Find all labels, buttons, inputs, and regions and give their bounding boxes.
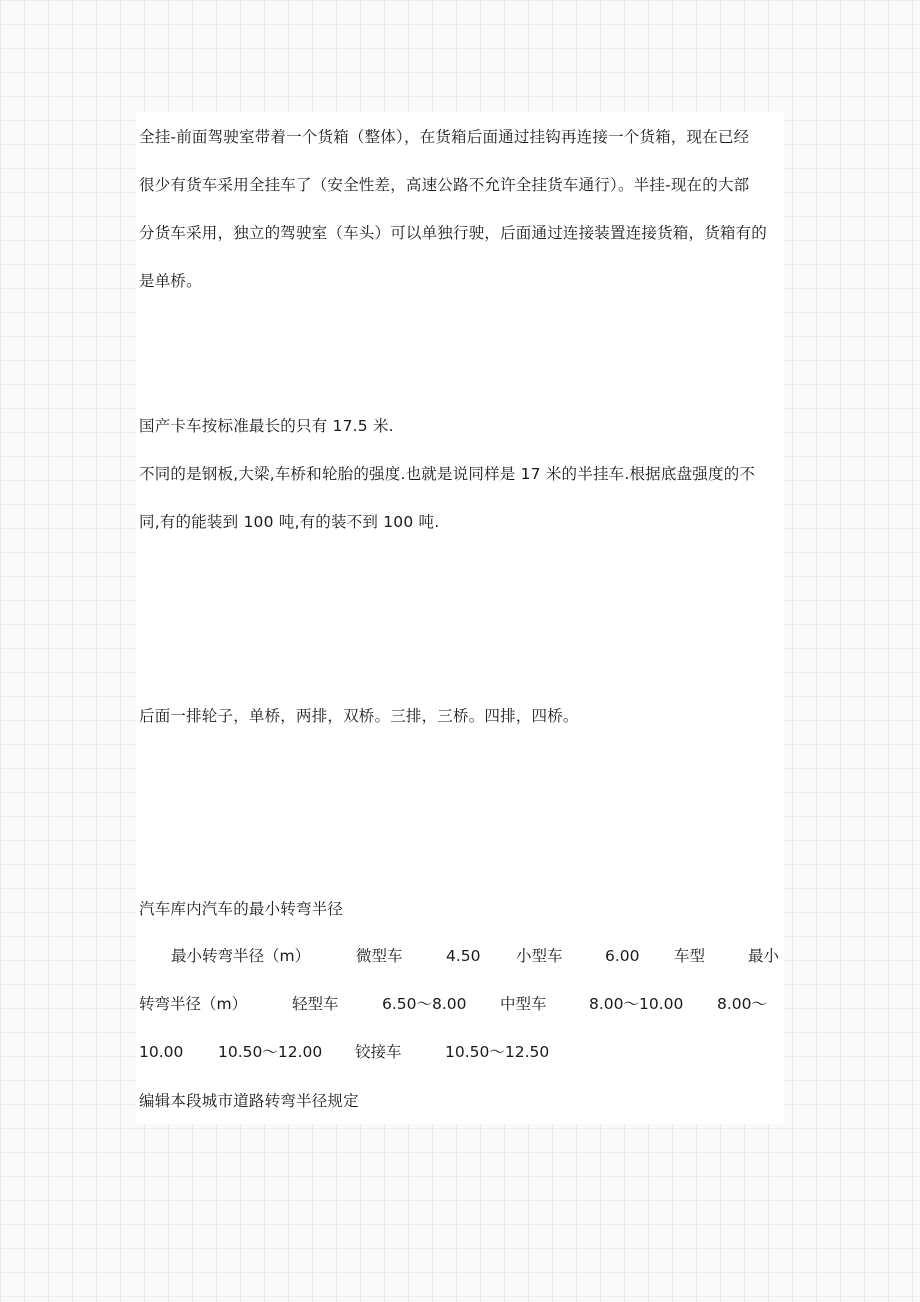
- table-cell: 8.00～10.00: [589, 995, 684, 1013]
- table-cell: 中型车: [500, 995, 547, 1013]
- paragraph-line: 分货车采用，独立的驾驶室（车头）可以单独行驶，后面通过连接装置连接货箱，货箱有的: [139, 224, 768, 242]
- table-cell: 车型: [674, 947, 706, 965]
- paragraph-line: 是单桥。: [139, 272, 202, 290]
- table-cell: 转弯半径（m）: [139, 995, 248, 1013]
- section-heading: 汽车库内汽车的最小转弯半径: [139, 900, 344, 918]
- table-cell: 最小转弯半径（m）: [171, 947, 311, 965]
- table-cell: 8.00～: [717, 995, 768, 1013]
- table-cell: 6.50～8.00: [382, 995, 467, 1013]
- table-cell: 小型车: [516, 947, 563, 965]
- paragraph-text: 国产卡车按标准最长的只有 17.5 米.: [139, 417, 394, 435]
- table-cell: 6.00: [605, 947, 640, 965]
- paragraph-line: 全挂-前面驾驶室带着一个货箱（整体），在货箱后面通过挂钩再连接一个货箱，现在已经: [139, 128, 750, 146]
- paragraph-line: 很少有货车采用全挂车了（安全性差，高速公路不允许全挂货车通行）。半挂-现在的大部: [139, 176, 750, 194]
- paragraph-line: 不同的是钢板,大梁,车桥和轮胎的强度.也就是说同样是 17 米的半挂车.根据底盘强度的不: [139, 465, 756, 483]
- table-cell: 铰接车: [355, 1043, 402, 1061]
- table-cell: 轻型车: [292, 995, 339, 1013]
- table-cell: 4.50: [446, 947, 481, 965]
- document-page: [136, 112, 784, 1124]
- table-cell: 10.50～12.00: [218, 1043, 323, 1061]
- table-cell: 微型车: [356, 947, 403, 965]
- table-cell: 10.00: [139, 1043, 184, 1061]
- paragraph-text: 后面一排轮子，单桥，两排，双桥。三排，三桥。四排，四桥。: [139, 707, 579, 725]
- table-cell: 最小: [748, 947, 780, 965]
- section-heading: 编辑本段城市道路转弯半径规定: [139, 1092, 359, 1110]
- table-cell: 10.50～12.50: [445, 1043, 550, 1061]
- paragraph-line: 同,有的能装到 100 吨,有的装不到 100 吨.: [139, 513, 440, 531]
